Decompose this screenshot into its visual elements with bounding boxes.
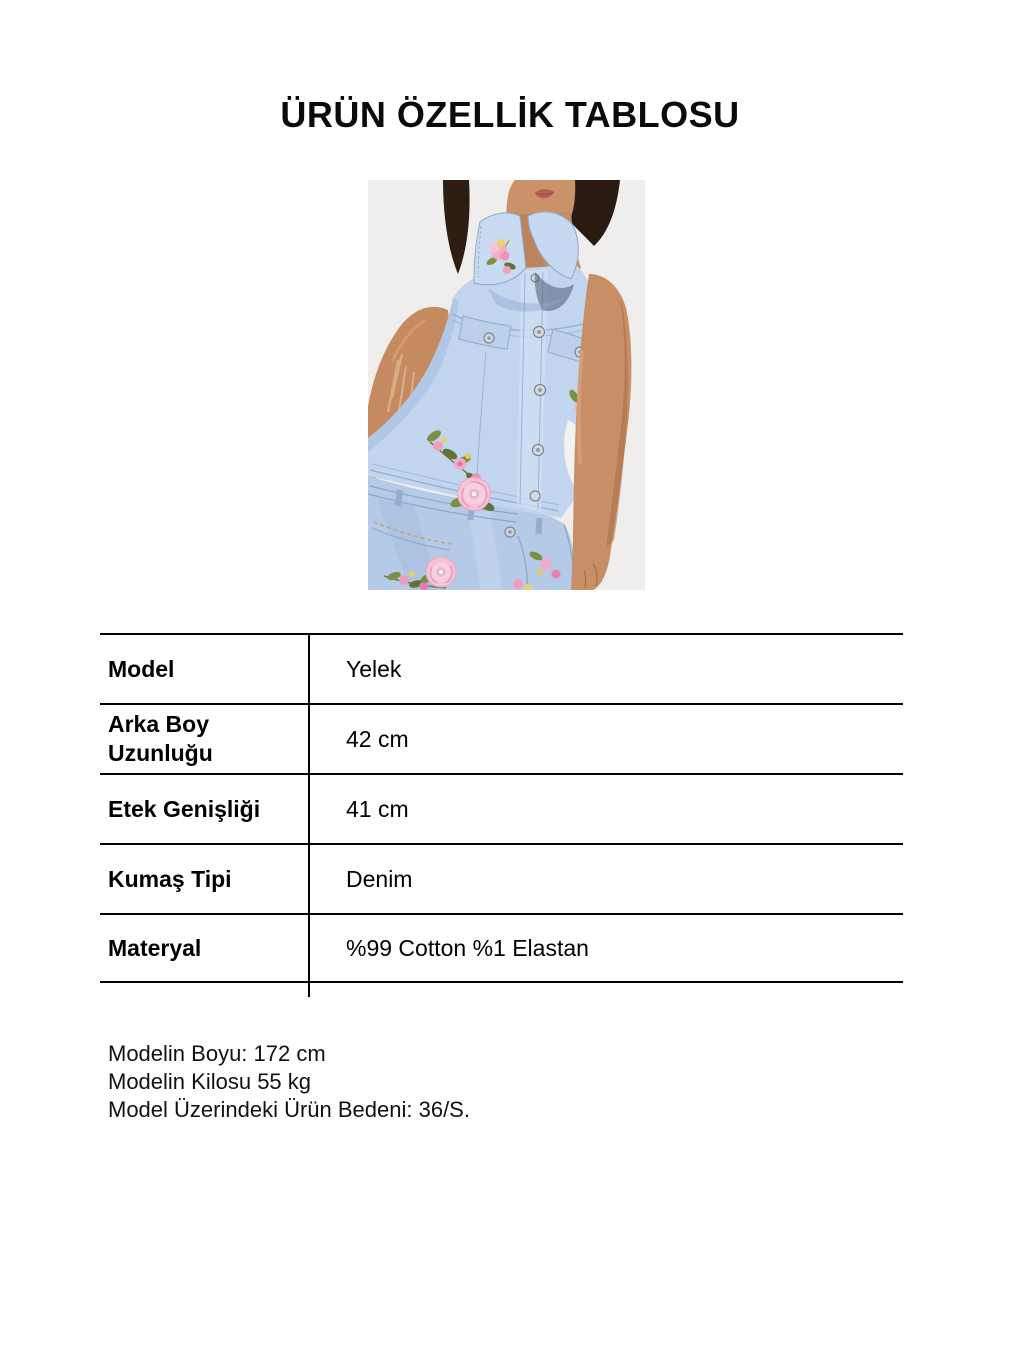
spec-value: %99 Cotton %1 Elastan bbox=[346, 934, 589, 961]
spec-label: Materyal bbox=[108, 934, 202, 961]
table-row-back-length bbox=[100, 703, 903, 773]
spec-label: Etek Genişliği bbox=[108, 795, 261, 822]
spec-value: Yelek bbox=[346, 655, 402, 682]
table-row-hem-width bbox=[100, 773, 903, 843]
spec-label: Model bbox=[108, 655, 175, 682]
spec-label: Arka Boy Uzunluğu bbox=[108, 711, 213, 766]
table-row-model bbox=[100, 633, 903, 703]
spec-value: Denim bbox=[346, 865, 413, 892]
table-column-divider bbox=[308, 633, 310, 997]
spec-value: 42 cm bbox=[346, 725, 409, 752]
spec-table bbox=[100, 633, 903, 983]
table-row-material bbox=[100, 913, 903, 983]
model-info-line-weight: Modelin Kilosu 55 kg bbox=[108, 1069, 312, 1094]
page-title: ÜRÜN ÖZELLİK TABLOSU bbox=[280, 94, 740, 135]
model-info bbox=[108, 1040, 470, 1124]
model-info-line-size: Model Üzerindeki Ürün Bedeni: 36/S. bbox=[108, 1097, 470, 1122]
table-row-fabric-type bbox=[100, 843, 903, 913]
spec-value: 41 cm bbox=[346, 795, 409, 822]
model-photo-illustration bbox=[368, 180, 645, 590]
product-photo bbox=[368, 180, 645, 590]
model-info-line-height: Modelin Boyu: 172 cm bbox=[108, 1041, 326, 1066]
spec-label: Kumaş Tipi bbox=[108, 865, 232, 892]
